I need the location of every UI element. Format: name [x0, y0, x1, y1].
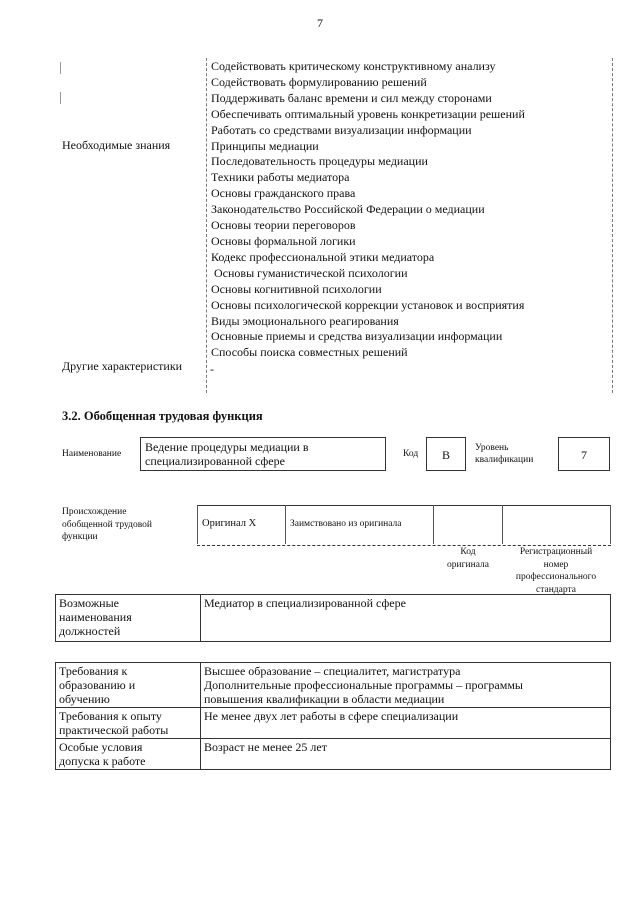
- level-box: [558, 437, 610, 471]
- list-item: Основные приемы и средства визуализации информации: [211, 329, 503, 344]
- level-label-line: квалификации: [475, 455, 534, 465]
- list-item: Содействовать критическому конструктивному анализу: [211, 59, 496, 73]
- table-row: [56, 595, 611, 642]
- origin-original: Оригинал X: [202, 518, 257, 529]
- name-label: Наименование: [62, 449, 122, 459]
- list-item: Принципы медиации: [211, 138, 319, 153]
- list-item: Поддерживать баланс времени и сил между сторонами: [211, 90, 492, 105]
- label-line: практической работы: [59, 723, 169, 737]
- origin-label-line: Происхождение: [62, 507, 127, 517]
- name-value-line: Ведение процедуры медиации в: [145, 440, 309, 454]
- name-value-line: специализированной сфере: [145, 454, 285, 468]
- level-label: [475, 442, 533, 466]
- list-item: Основы гражданского права: [211, 186, 356, 201]
- origin-reg-caption: [502, 546, 610, 596]
- list-item: Содействовать формулированию решений: [211, 74, 427, 89]
- positions-table: [55, 594, 611, 642]
- code-value: B: [441, 448, 450, 462]
- positions-label-line: наименования: [59, 610, 132, 624]
- list-item: Работать со средствами визуализации информации: [211, 122, 472, 137]
- list-item: Законодательство Российской Федерации о медиации: [211, 202, 485, 217]
- origin-label: [62, 506, 152, 544]
- conditions-label-cell: [56, 739, 201, 770]
- experience-label-cell: [56, 708, 201, 739]
- left-border-dash: [60, 62, 61, 74]
- table-row: [56, 708, 611, 739]
- requirements-table: [55, 662, 611, 770]
- page-number: 7: [317, 16, 323, 30]
- caption-line: оригинала: [447, 559, 489, 570]
- label-line: Требования к: [59, 664, 128, 678]
- label-line: Особые условия: [59, 740, 143, 754]
- list-item: Основы психологической коррекции установок и восприятия: [211, 297, 525, 312]
- list-item: Основы теории переговоров: [211, 218, 356, 233]
- list-item: Обеспечивать оптимальный уровень конкретизации решений: [211, 106, 525, 121]
- list-item: Способы поиска совместных решений: [211, 345, 408, 360]
- right-border: [612, 58, 613, 393]
- column-divider: [206, 58, 207, 393]
- list-item: Основы гуманистической психологии: [211, 265, 408, 280]
- value-line: повышения квалификации в области медиации: [204, 692, 445, 706]
- origin-borrowed: Заимствовано из оригинала: [290, 519, 402, 529]
- caption-line: номер: [543, 559, 569, 570]
- table-row: [56, 739, 611, 770]
- knowledge-label: Необходимые знания: [62, 138, 171, 152]
- section-title: 3.2. Обобщенная трудовая функция: [62, 409, 263, 423]
- level-label-line: Уровень: [475, 443, 509, 453]
- level-value: 7: [581, 448, 587, 462]
- other-characteristics-label: Другие характеристики: [62, 359, 183, 373]
- caption-line: профессионального: [515, 572, 597, 582]
- education-label-cell: [56, 663, 201, 708]
- origin-cell-divider: [433, 505, 434, 544]
- list-item: Виды эмоционального реагирования: [211, 313, 399, 328]
- origin-label-line: обобщенной трудовой: [62, 519, 152, 530]
- positions-value-cell: Медиатор в специализированной сфере: [201, 595, 611, 642]
- origin-cell-divider: [197, 505, 198, 544]
- other-characteristics-value: -: [210, 362, 214, 376]
- experience-value-cell: Не менее двух лет работы в сфере специализации: [201, 708, 611, 739]
- caption-line: стандарта: [536, 584, 576, 595]
- origin-label-line: функции: [62, 532, 98, 542]
- list-item: Основы когнитивной психологии: [211, 281, 382, 296]
- left-border-dash: [60, 92, 61, 104]
- value-line: Высшее образование – специалитет, магистратура: [204, 664, 461, 678]
- positions-label-line: Возможные: [59, 596, 119, 610]
- origin-cells: [197, 505, 611, 546]
- origin-code-caption: [434, 546, 502, 571]
- label-line: допуска к работе: [59, 754, 146, 768]
- value-line: Дополнительные профессиональные программы – программы: [204, 678, 523, 692]
- list-item: Техники работы медиатора: [211, 170, 350, 185]
- origin-cell-divider: [502, 505, 503, 544]
- label-line: Требования к опыту: [59, 709, 162, 723]
- knowledge-list: [211, 59, 525, 361]
- code-label: Код: [403, 449, 419, 459]
- list-item: Последовательность процедуры медиации: [211, 154, 428, 169]
- name-box: [140, 437, 386, 471]
- positions-label-cell: [56, 595, 201, 642]
- origin-cell-divider: [610, 505, 611, 544]
- list-item: Основы формальной логики: [211, 233, 356, 248]
- conditions-value-cell: Возраст не менее 25 лет: [201, 739, 611, 770]
- education-value-cell: [201, 663, 611, 708]
- caption-line: Регистрационный: [519, 547, 593, 557]
- label-line: обучению: [59, 692, 110, 706]
- list-item: Кодекс профессиональной этики медиатора: [211, 249, 435, 264]
- table-row: [56, 663, 611, 708]
- origin-cell-divider: [285, 505, 286, 544]
- caption-line: Код: [460, 547, 476, 557]
- label-line: образованию и: [59, 678, 136, 692]
- positions-label-line: должностей: [59, 624, 121, 638]
- code-box: [426, 437, 466, 471]
